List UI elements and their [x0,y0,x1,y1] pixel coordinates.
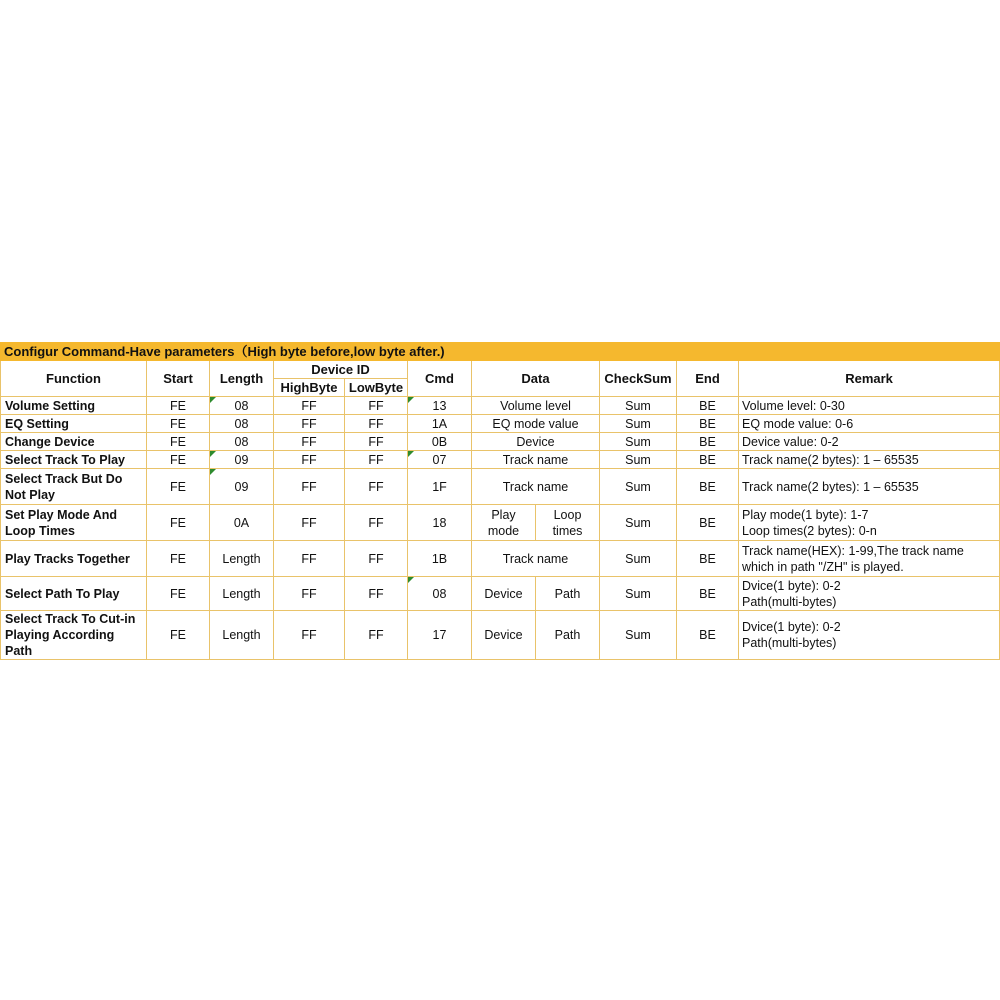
cell-end: BE [677,611,739,660]
cell-highbyte: FF [274,541,345,577]
header-highbyte: HighByte [274,379,345,397]
cell-end: BE [677,397,739,415]
cell-highbyte: FF [274,469,345,505]
cell-data: Track name [472,451,600,469]
cell-length: Length [210,611,274,660]
cell-length: 08 [210,433,274,451]
cell-function: Select Track But Do Not Play [1,469,147,505]
cell-cmd: 1B [408,541,472,577]
cell-function: Select Track To Play [1,451,147,469]
cell-lowbyte: FF [345,611,408,660]
cell-checksum: Sum [600,505,677,541]
header-data: Data [472,361,600,397]
cell-lowbyte: FF [345,541,408,577]
cell-checksum: Sum [600,541,677,577]
cell-data-path: Path [536,611,600,660]
cell-highbyte: FF [274,505,345,541]
cell-start: FE [147,577,210,611]
table-row [1,451,1000,469]
cell-cmd: 07 [408,451,472,469]
cell-checksum: Sum [600,611,677,660]
cell-length: 09 [210,469,274,505]
cell-length: 09 [210,451,274,469]
cell-highbyte: FF [274,397,345,415]
cell-highbyte: FF [274,433,345,451]
table-row [1,433,1000,451]
remark-line: Track name(HEX): 1-99,The track name [742,543,964,558]
cell-end: BE [677,415,739,433]
table-row [1,415,1000,433]
cell-data-device: Device [472,611,536,660]
cell-length: Length [210,577,274,611]
header-length: Length [210,361,274,397]
remark-line: Loop times(2 bytes): 0-n [742,523,877,538]
cell-remark [739,611,1000,660]
remark-line: Play mode(1 byte): 1-7 [742,507,869,522]
remark-line: Path(multi-bytes) [742,636,837,650]
cell-cmd: 18 [408,505,472,541]
cell-data: Track name [472,541,600,577]
cell-function: EQ Setting [1,415,147,433]
command-table [0,342,1000,660]
cell-length: 08 [210,415,274,433]
cell-remark: Device value: 0-2 [739,433,1000,451]
table-row [1,469,1000,505]
cell-cmd: 13 [408,397,472,415]
cell-cmd: 1F [408,469,472,505]
cell-highbyte: FF [274,415,345,433]
cell-lowbyte: FF [345,415,408,433]
cell-end: BE [677,469,739,505]
table-title: Configur Command-Have parameters（High byte before,low byte after.) [1,343,1000,361]
cell-remark: EQ mode value: 0-6 [739,415,1000,433]
cell-data: Volume level [472,397,600,415]
header-device-id: Device ID [274,361,408,379]
cell-highbyte: FF [274,611,345,660]
cell-lowbyte: FF [345,397,408,415]
header-cmd: Cmd [408,361,472,397]
cell-checksum: Sum [600,397,677,415]
cell-checksum: Sum [600,469,677,505]
cell-start: FE [147,611,210,660]
cell-checksum: Sum [600,451,677,469]
header-start: Start [147,361,210,397]
remark-line: Dvice(1 byte): 0-2 [742,620,841,634]
cell-lowbyte: FF [345,469,408,505]
cell-end: BE [677,433,739,451]
cell-lowbyte: FF [345,451,408,469]
header-remark: Remark [739,361,1000,397]
cell-highbyte: FF [274,451,345,469]
table-row [1,577,1000,611]
cell-data-device: Device [472,577,536,611]
cell-end: BE [677,541,739,577]
cell-checksum: Sum [600,433,677,451]
cell-start: FE [147,433,210,451]
cell-remark: Track name(2 bytes): 1 – 65535 [739,469,1000,505]
cell-end: BE [677,451,739,469]
cell-function: Select Track To Cut-in Playing According Path [1,611,147,660]
cell-start: FE [147,541,210,577]
cell-start: FE [147,469,210,505]
cell-lowbyte: FF [345,433,408,451]
cell-data-play-mode: Play mode [472,505,536,541]
cell-data-loop-times: Loop times [536,505,600,541]
table-row [1,397,1000,415]
cell-cmd: 17 [408,611,472,660]
cell-function: Change Device [1,433,147,451]
header-function: Function [1,361,147,397]
header-checksum: CheckSum [600,361,677,397]
cell-highbyte: FF [274,577,345,611]
cell-remark [739,541,1000,577]
cell-start: FE [147,505,210,541]
remark-line: which in path "/ZH" is played. [742,559,904,574]
cell-function: Volume Setting [1,397,147,415]
cell-end: BE [677,505,739,541]
cell-lowbyte: FF [345,577,408,611]
cell-cmd: 1A [408,415,472,433]
cell-remark: Track name(2 bytes): 1 – 65535 [739,451,1000,469]
cell-remark [739,505,1000,541]
cell-end: BE [677,577,739,611]
cell-length: 0A [210,505,274,541]
cell-function: Play Tracks Together [1,541,147,577]
cell-start: FE [147,415,210,433]
cell-data: Device [472,433,600,451]
cell-function: Select Path To Play [1,577,147,611]
cell-cmd: 08 [408,577,472,611]
cell-data-path: Path [536,577,600,611]
header-lowbyte: LowByte [345,379,408,397]
remark-line: Path(multi-bytes) [742,594,837,609]
header-end: End [677,361,739,397]
cell-data: Track name [472,469,600,505]
cell-checksum: Sum [600,577,677,611]
cell-checksum: Sum [600,415,677,433]
table-row [1,541,1000,577]
cell-length: Length [210,541,274,577]
cell-function: Set Play Mode And Loop Times [1,505,147,541]
cell-cmd: 0B [408,433,472,451]
cell-start: FE [147,397,210,415]
remark-line: Dvice(1 byte): 0-2 [742,578,841,593]
cell-lowbyte: FF [345,505,408,541]
table-row [1,505,1000,541]
cell-start: FE [147,451,210,469]
command-table-sheet [0,342,1000,660]
cell-remark [739,577,1000,611]
cell-length: 08 [210,397,274,415]
cell-remark: Volume level: 0-30 [739,397,1000,415]
cell-data: EQ mode value [472,415,600,433]
table-row [1,611,1000,660]
